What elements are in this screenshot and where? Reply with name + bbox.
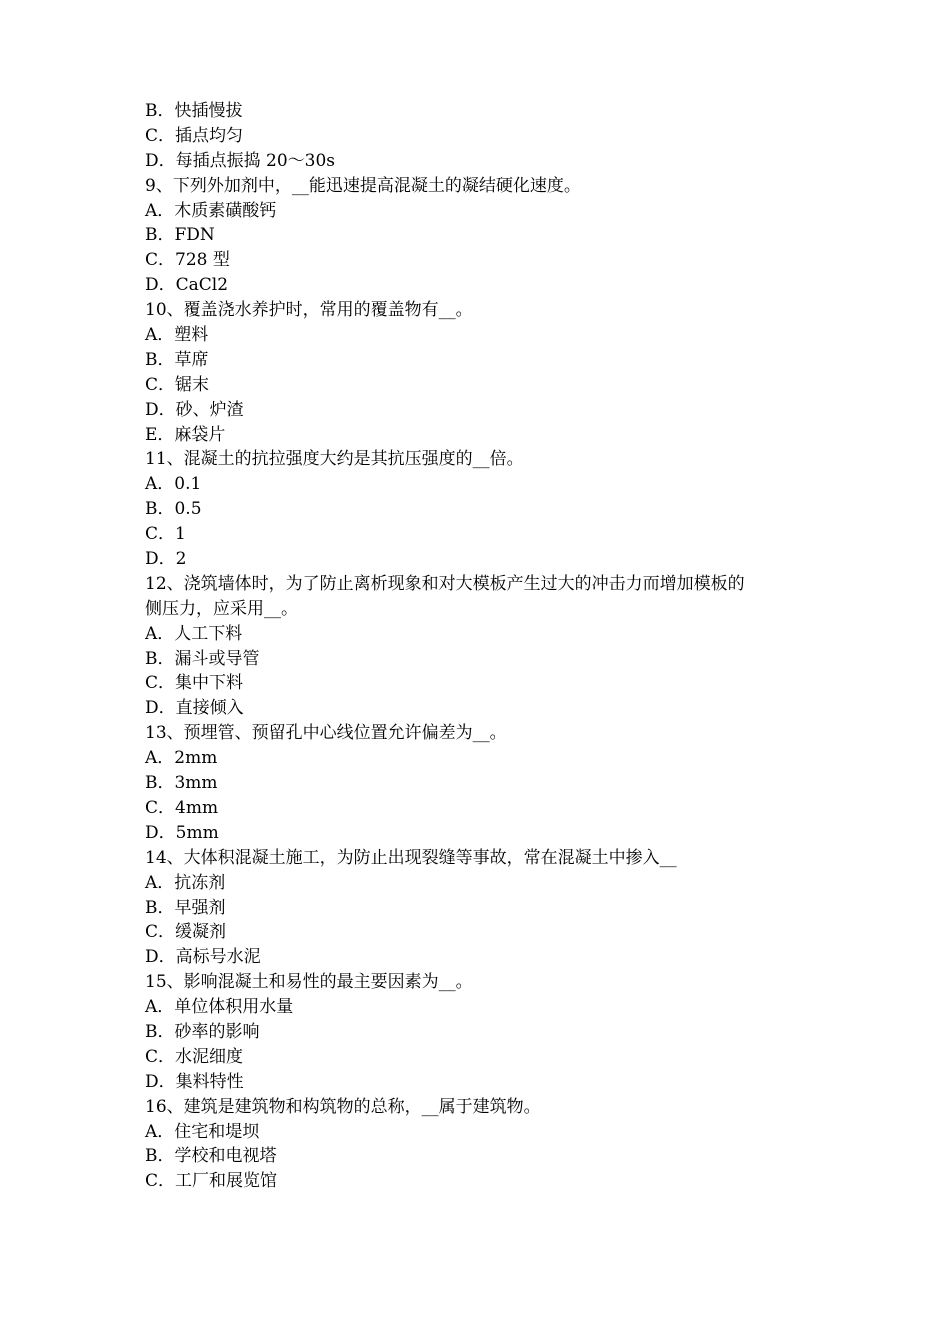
text-line: A．塑料 [145, 325, 209, 346]
text-line: C．1 [145, 524, 186, 545]
text-line: D．2 [145, 549, 187, 570]
text-line: D．直接倾入 [145, 698, 244, 719]
text-line: B．草席 [145, 349, 209, 370]
question-line: 14、大体积混凝土施工，为防止出现裂缝等事故，常在混凝土中掺入__ [145, 847, 677, 868]
question-line: 9、下列外加剂中，__能迅速提高混凝土的凝结硬化速度。 [145, 175, 581, 196]
text-line: C．集中下料 [145, 673, 244, 694]
text-line: C．728 型 [145, 250, 230, 271]
text-line: B．漏斗或导管 [145, 648, 260, 669]
text-line: A．人工下料 [145, 623, 243, 644]
text-line: D．高标号水泥 [145, 947, 261, 968]
text-line: B．FDN [145, 225, 215, 246]
text-line: A．木质素磺酸钙 [145, 200, 277, 221]
document-body [145, 99, 815, 1194]
question-line: 13、预埋管、预留孔中心线位置允许偏差为__。 [145, 723, 507, 744]
text-line: C．水泥细度 [145, 1046, 244, 1067]
text-line: C．工厂和展览馆 [145, 1171, 278, 1192]
text-line: A．住宅和堤坝 [145, 1121, 260, 1142]
question-line: 16、建筑是建筑物和构筑物的总称，__属于建筑物。 [145, 1096, 541, 1117]
text-line: C．缓凝剂 [145, 922, 227, 943]
text-line: B．早强剂 [145, 897, 226, 918]
text-line: D．每插点振捣 20～30s [145, 150, 336, 171]
text-line: A．单位体积用水量 [145, 997, 294, 1018]
question-line: 15、影响混凝土和易性的最主要因素为__。 [145, 972, 473, 993]
text-line: D．CaCl2 [145, 275, 229, 296]
text-line: A．0.1 [145, 474, 202, 495]
question-line: 12、浇筑墙体时，为了防止离析现象和对大模板产生过大的冲击力而增加模板的 [145, 573, 745, 594]
text-line: D．5mm [145, 822, 219, 843]
text-line: B．砂率的影响 [145, 1021, 260, 1042]
text-line: E．麻袋片 [145, 424, 226, 445]
text-line: B．快插慢拔 [145, 101, 243, 121]
text-line: B．3mm [145, 773, 218, 794]
text-line: B．学校和电视塔 [145, 1146, 277, 1167]
text-line: B．0.5 [145, 499, 202, 520]
text-line: C．锯末 [145, 374, 210, 395]
text-line: A．抗冻剂 [145, 872, 226, 893]
question-line-continued: 侧压力，应采用__。 [145, 598, 298, 619]
text-line: C．4mm [145, 797, 219, 818]
question-line: 11、混凝土的抗拉强度大约是其抗压强度的__倍。 [145, 449, 524, 470]
text-line: C．插点均匀 [145, 125, 244, 146]
question-line: 10、覆盖浇水养护时，常用的覆盖物有__。 [145, 300, 473, 321]
text-line: D．集料特性 [145, 1071, 244, 1092]
text-line: D．砂、炉渣 [145, 399, 244, 420]
text-line: A．2mm [145, 748, 218, 769]
